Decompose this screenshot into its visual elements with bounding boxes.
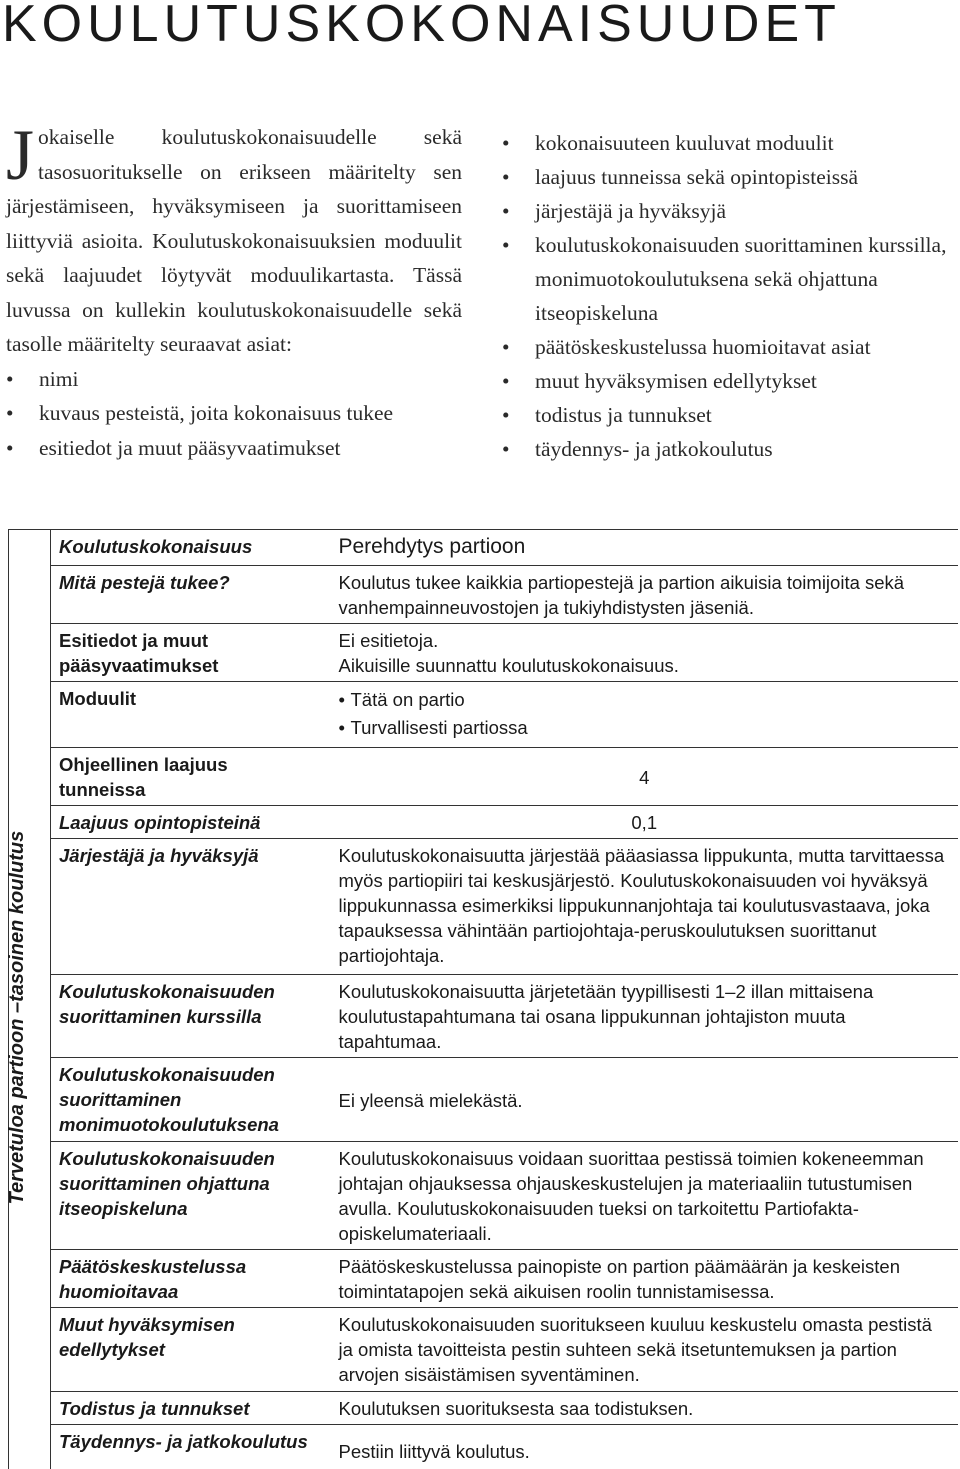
row-value: Koulutuskokonaisuuden suoritukseen kuuluu keskustelu omasta pestistä ja omista tavoitteista pestin suhteen sekä itsetuntemuksen ja partion arvojen sisäistämisen syventäminen. (331, 1308, 959, 1392)
module-info-table (5, 529, 958, 1469)
table-row (9, 1250, 959, 1308)
table-row (9, 682, 959, 748)
list-item: • todistus ja tunnukset (502, 398, 952, 432)
row-label: Todistus ja tunnukset (51, 1392, 323, 1425)
row-label: Moduulit (51, 682, 323, 748)
row-value: Ei esitietoja. Aikuisille suunnattu koulutuskokonaisuus. (331, 624, 959, 682)
module-list (339, 686, 951, 742)
table-row (9, 839, 959, 975)
row-label: Esitiedot ja muut pääsyvaatimukset (51, 624, 323, 682)
list-item: • kuvaus pesteistä, joita kokonaisuus tukee (6, 396, 462, 431)
table-row (9, 806, 959, 839)
side-label: Tervetuloa partioon –tasoinen koulutus (5, 830, 28, 1205)
table-row (9, 1392, 959, 1425)
list-item: • koulutuskokonaisuuden suorittaminen kurssilla, monimuotokoulutuksena sekä ohjattuna itseopiskeluna (502, 228, 952, 330)
row-value: Koulutuskokonaisuus voidaan suorittaa pestissä toimien kokeneemman johtajan ohjauksessa ohjauskeskustelujen ja materiaaliin tutustumisen avulla. Koulutuskokonaisuuden tueksi on tarkoitettu Partiofakta-opiskelumateriaali. (331, 1142, 959, 1250)
row-label: Koulutuskokonaisuuden suorittaminen ohjattuna itseopiskeluna (51, 1142, 323, 1250)
row-label: Täydennys- ja jatkokoulutus (51, 1425, 323, 1469)
page-title: KOULUTUSKOKONAISUUDET (2, 0, 841, 53)
table-row (9, 748, 959, 806)
list-item: • täydennys- ja jatkokoulutus (502, 432, 952, 466)
row-label: Ohjeellinen laajuus tunneissa (51, 748, 323, 806)
row-label: Muut hyväksymisen edellytykset (51, 1308, 323, 1392)
table-row (9, 1142, 959, 1250)
row-label: Koulutuskokonaisuuden suorittaminen kurssilla (51, 975, 323, 1058)
row-value: Koulutuksen suorituksesta saa todistuksen. (331, 1392, 959, 1425)
list-item: • muut hyväksymisen edellytykset (502, 364, 952, 398)
list-item: • esitiedot ja muut pääsyvaatimukset (6, 431, 462, 466)
row-value: Koulutus tukee kaikkia partiopestejä ja partion aikuisia toimijoita sekä vanhempainneuvostojen ja tukiyhdistysten jäseniä. (331, 566, 959, 624)
intro-bullet-list (6, 362, 462, 466)
row-value: Ei yleensä mielekästä. (331, 1058, 959, 1142)
table-row (9, 1308, 959, 1392)
table-row (9, 530, 959, 566)
row-label: Järjestäjä ja hyväksyjä (51, 839, 323, 975)
row-label: Koulutuskokonaisuuden suorittaminen monimuotokoulutuksena (51, 1058, 323, 1142)
table-row (9, 1425, 959, 1469)
intro-section (6, 115, 462, 465)
row-label: Laajuus opintopisteinä (51, 806, 323, 839)
side-label-cell (5, 530, 51, 1469)
intro-paragraph (6, 115, 462, 362)
table-row (9, 624, 959, 682)
row-label: Päätöskeskustelussa huomioitavaa (51, 1250, 323, 1308)
row-label: Mitä pestejä tukee? (51, 566, 323, 624)
list-item: • Tätä on partio (339, 686, 951, 714)
row-value: 4 (331, 748, 959, 806)
row-value: Koulutuskokonaisuutta järjetetään tyypillisesti 1–2 illan mittaisena koulutustapahtumana tai osana lippukunnan johtajiston muuta tapahtumaa. (331, 975, 959, 1058)
list-item: • kokonaisuuteen kuuluvat moduulit (502, 126, 952, 160)
drop-cap: J (6, 115, 35, 195)
row-label: Koulutuskokonaisuus (51, 530, 323, 566)
row-value: Päätöskeskustelussa painopiste on partion päämäärän ja keskeisten toimintatapojen sekä aikuisen roolin tunnistamisessa. (331, 1250, 959, 1308)
right-bullet-list (502, 126, 952, 466)
list-item: • Turvallisesti partiossa (339, 714, 951, 742)
row-value: Pestiin liittyvä koulutus. (331, 1425, 959, 1469)
intro-paragraph-text: okaiselle koulutuskokonaisuudelle sekä tasosuoritukselle on erikseen määritelty sen järjestämiseen, hyväksymiseen ja suorittamiseen liittyviä asioita. Koulutuskokonaisuuksien moduulit sekä laajuudet löytyvät moduulikartasta. Tässä luvussa on kullekin koulutuskokonaisuudelle sekä tasolle määritelty seuraavat asiat: (6, 125, 462, 356)
row-value: Koulutuskokonaisuutta järjestää pääasiassa lippukunta, mutta tarvittaessa myös partiopiiri tai keskusjärjestö. Koulutuskokonaisuuden voi hyväksyä lippukunnassa esimerkiksi lippukunnanjohtaja tai koulutusvastaava, joka tapauksessa vähintään partiojohtaja-peruskoulutuksen suorittanut partiojohtaja. (331, 839, 959, 975)
row-value: 0,1 (331, 806, 959, 839)
list-item: • päätöskeskustelussa huomioitavat asiat (502, 330, 952, 364)
row-value: Perehdytys partioon (331, 530, 959, 566)
table-row (9, 1058, 959, 1142)
table-row (9, 566, 959, 624)
list-item: • nimi (6, 362, 462, 397)
list-item: • laajuus tunneissa sekä opintopisteissä (502, 160, 952, 194)
row-value (331, 682, 959, 748)
list-item: • järjestäjä ja hyväksyjä (502, 194, 952, 228)
table-row (9, 975, 959, 1058)
